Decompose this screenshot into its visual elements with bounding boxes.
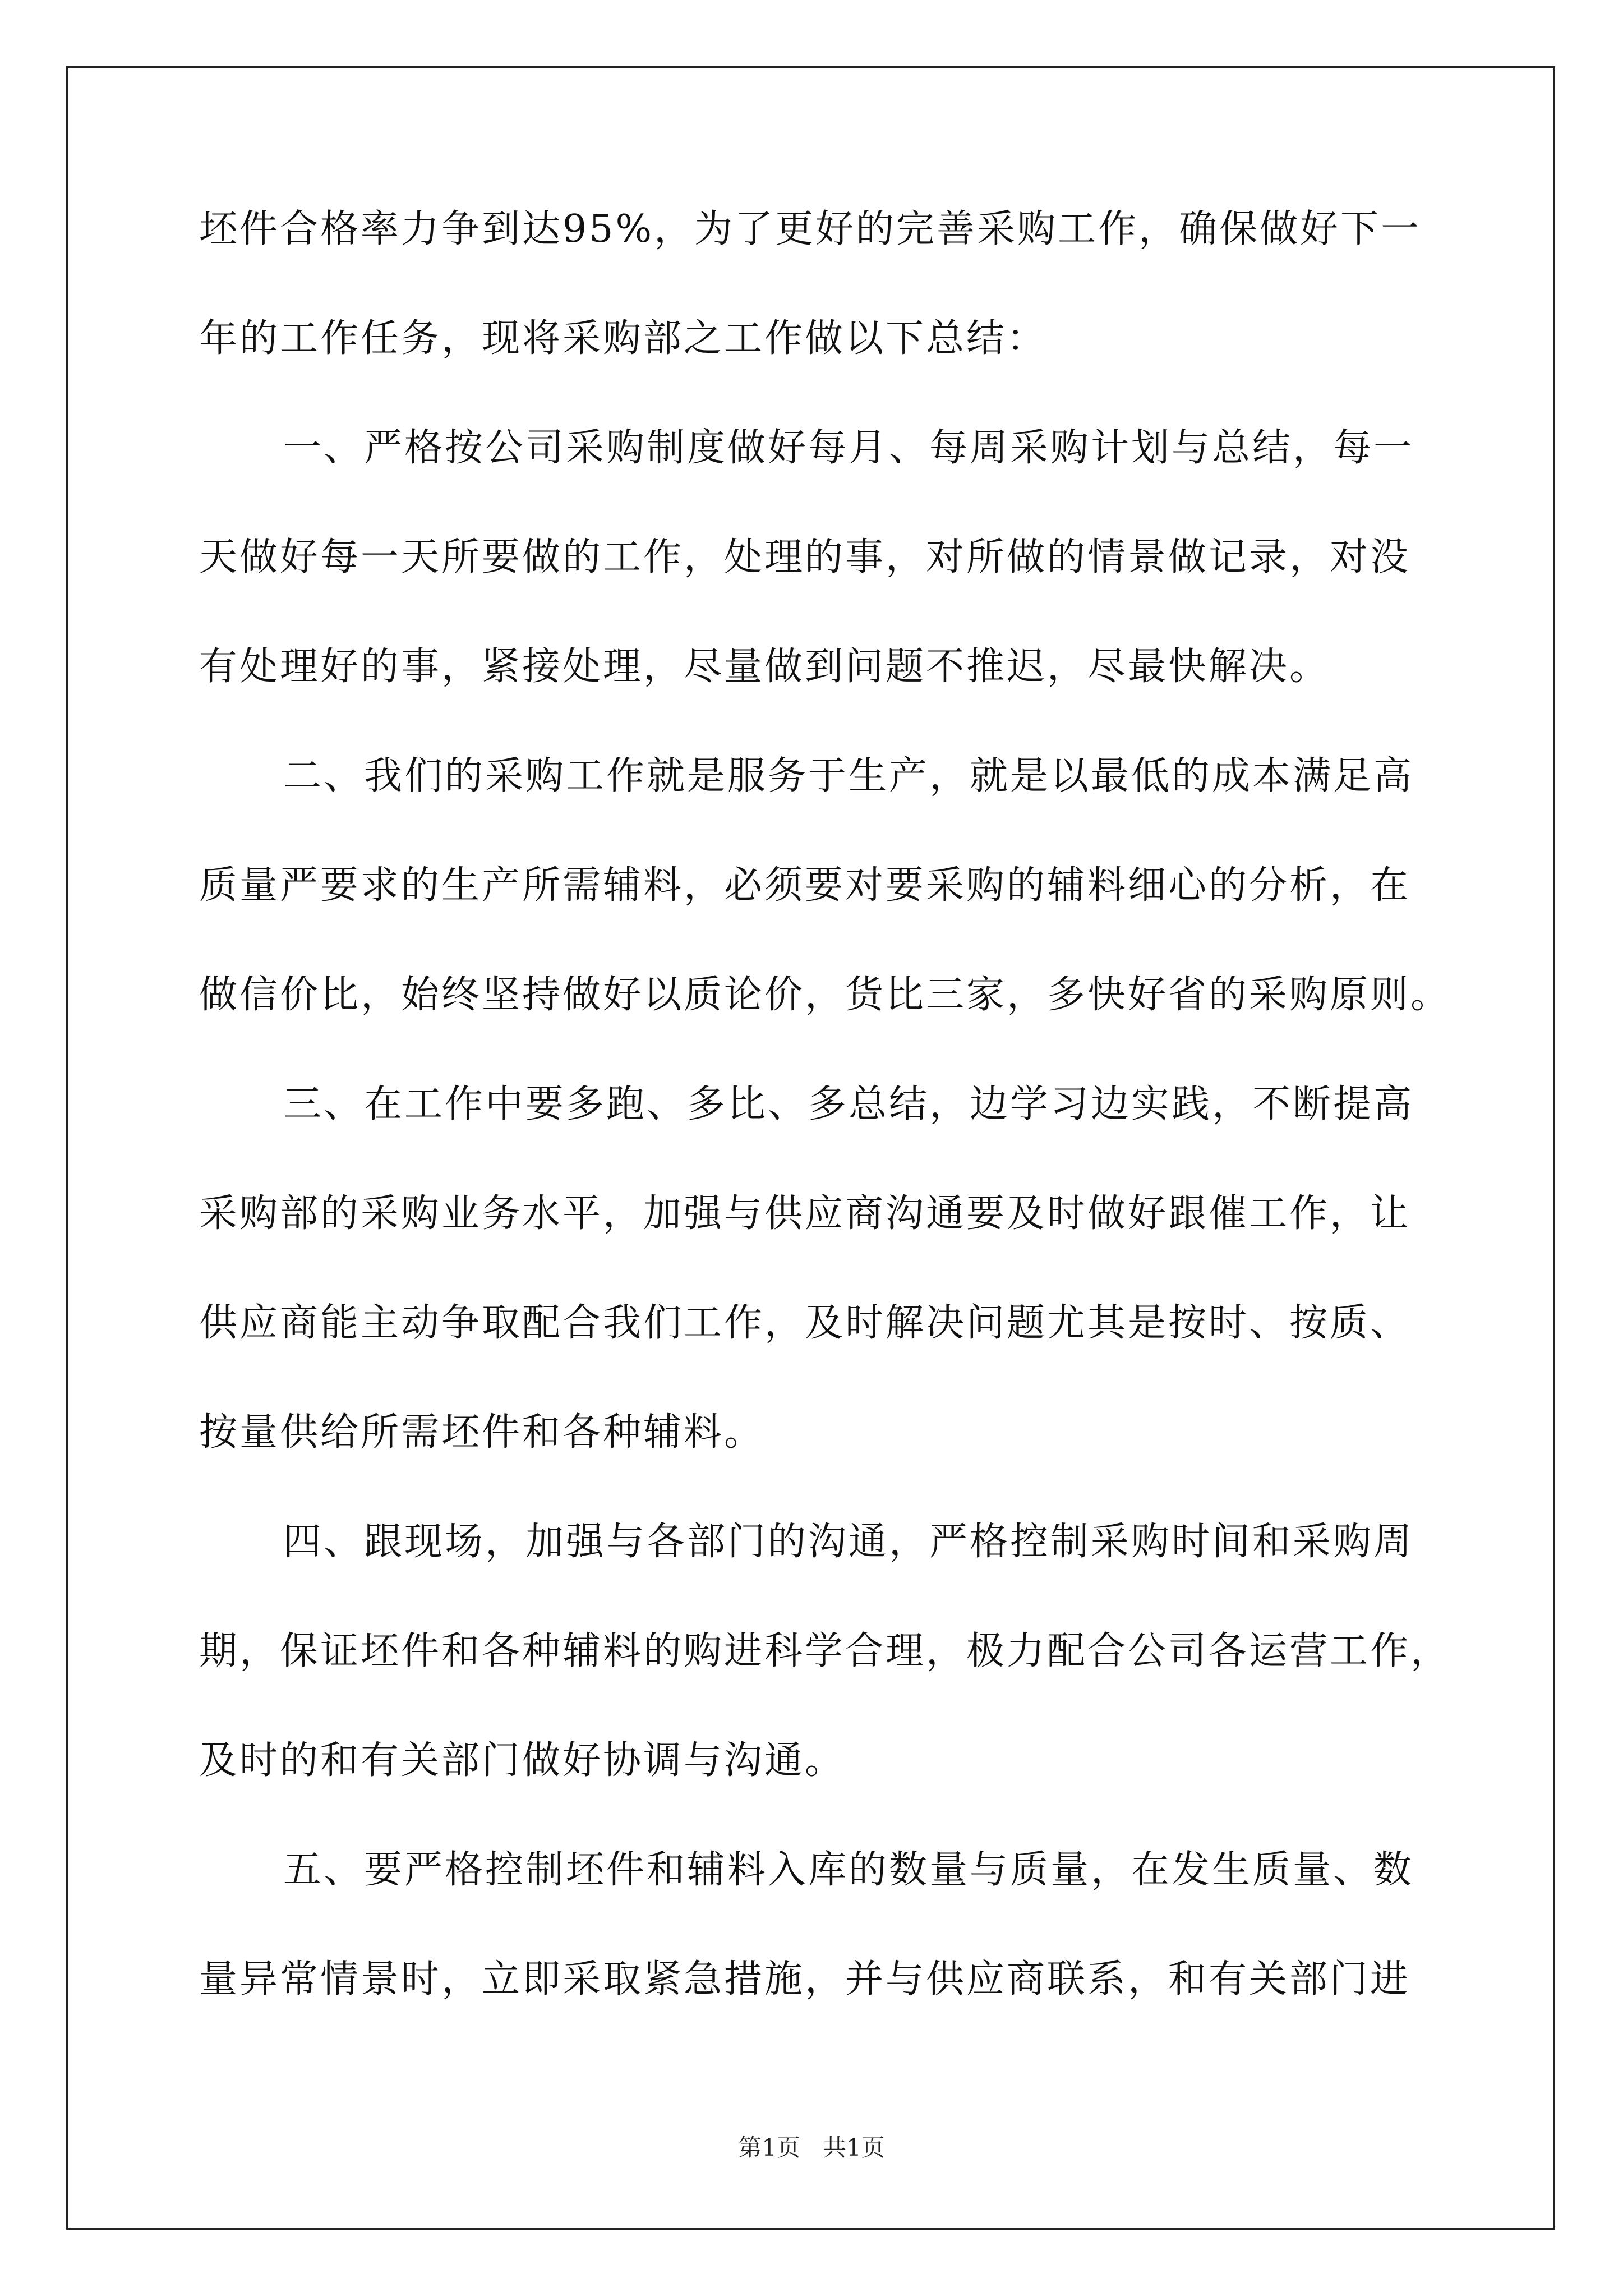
text-line: 采购部的采购业务水平，加强与供应商沟通要及时做好跟催工作，让 xyxy=(199,1191,1411,1236)
text-line: 一、严格按公司采购制度做好每月、每周采购计划与总结，每一 xyxy=(283,426,1414,470)
text-line: 二、我们的采购工作就是服务于生产，就是以最低的成本满足高 xyxy=(283,754,1414,798)
text-line: 天做好每一天所要做的工作，处理的事，对所做的情景做记录，对没 xyxy=(199,535,1411,579)
text-line: 做信价比，始终坚持做好以质论价，货比三家，多快好省的采购原则。 xyxy=(199,973,1451,1017)
text-line: 按量供给所需坯件和各种辅料。 xyxy=(199,1410,765,1455)
document-body xyxy=(199,207,1451,2070)
text-line: 质量严要求的生产所需辅料，必须要对要采购的辅料细心的分析，在 xyxy=(199,863,1411,908)
text-line: 坯件合格率力争到达95%，为了更好的完善采购工作，确保做好下一 xyxy=(199,207,1422,251)
text-line: 五、要严格控制坯件和辅料入库的数量与质量，在发生质量、数 xyxy=(283,1848,1414,1892)
text-line: 三、在工作中要多跑、多比、多总结，边学习边实践，不断提高 xyxy=(283,1082,1414,1126)
text-line: 四、跟现场，加强与各部门的沟通，严格控制采购时间和采购周 xyxy=(283,1520,1414,1564)
text-line: 年的工作任务，现将采购部之工作做以下总结： xyxy=(199,316,1048,361)
text-line: 供应商能主动争取配合我们工作，及时解决问题尤其是按时、按质、 xyxy=(199,1301,1411,1345)
text-line: 及时的和有关部门做好协调与沟通。 xyxy=(199,1738,846,1783)
text-line: 期，保证坯件和各种辅料的购进科学合理，极力配合公司各运营工作， xyxy=(199,1629,1451,1673)
text-line: 有处理好的事，紧接处理，尽量做到问题不推迟，尽最快解决。 xyxy=(199,645,1330,689)
page-number-footer: 第1页 共1页 xyxy=(738,2134,885,2161)
text-line: 量异常情景时，立即采取紧急措施，并与供应商联系，和有关部门进 xyxy=(199,1957,1411,2001)
